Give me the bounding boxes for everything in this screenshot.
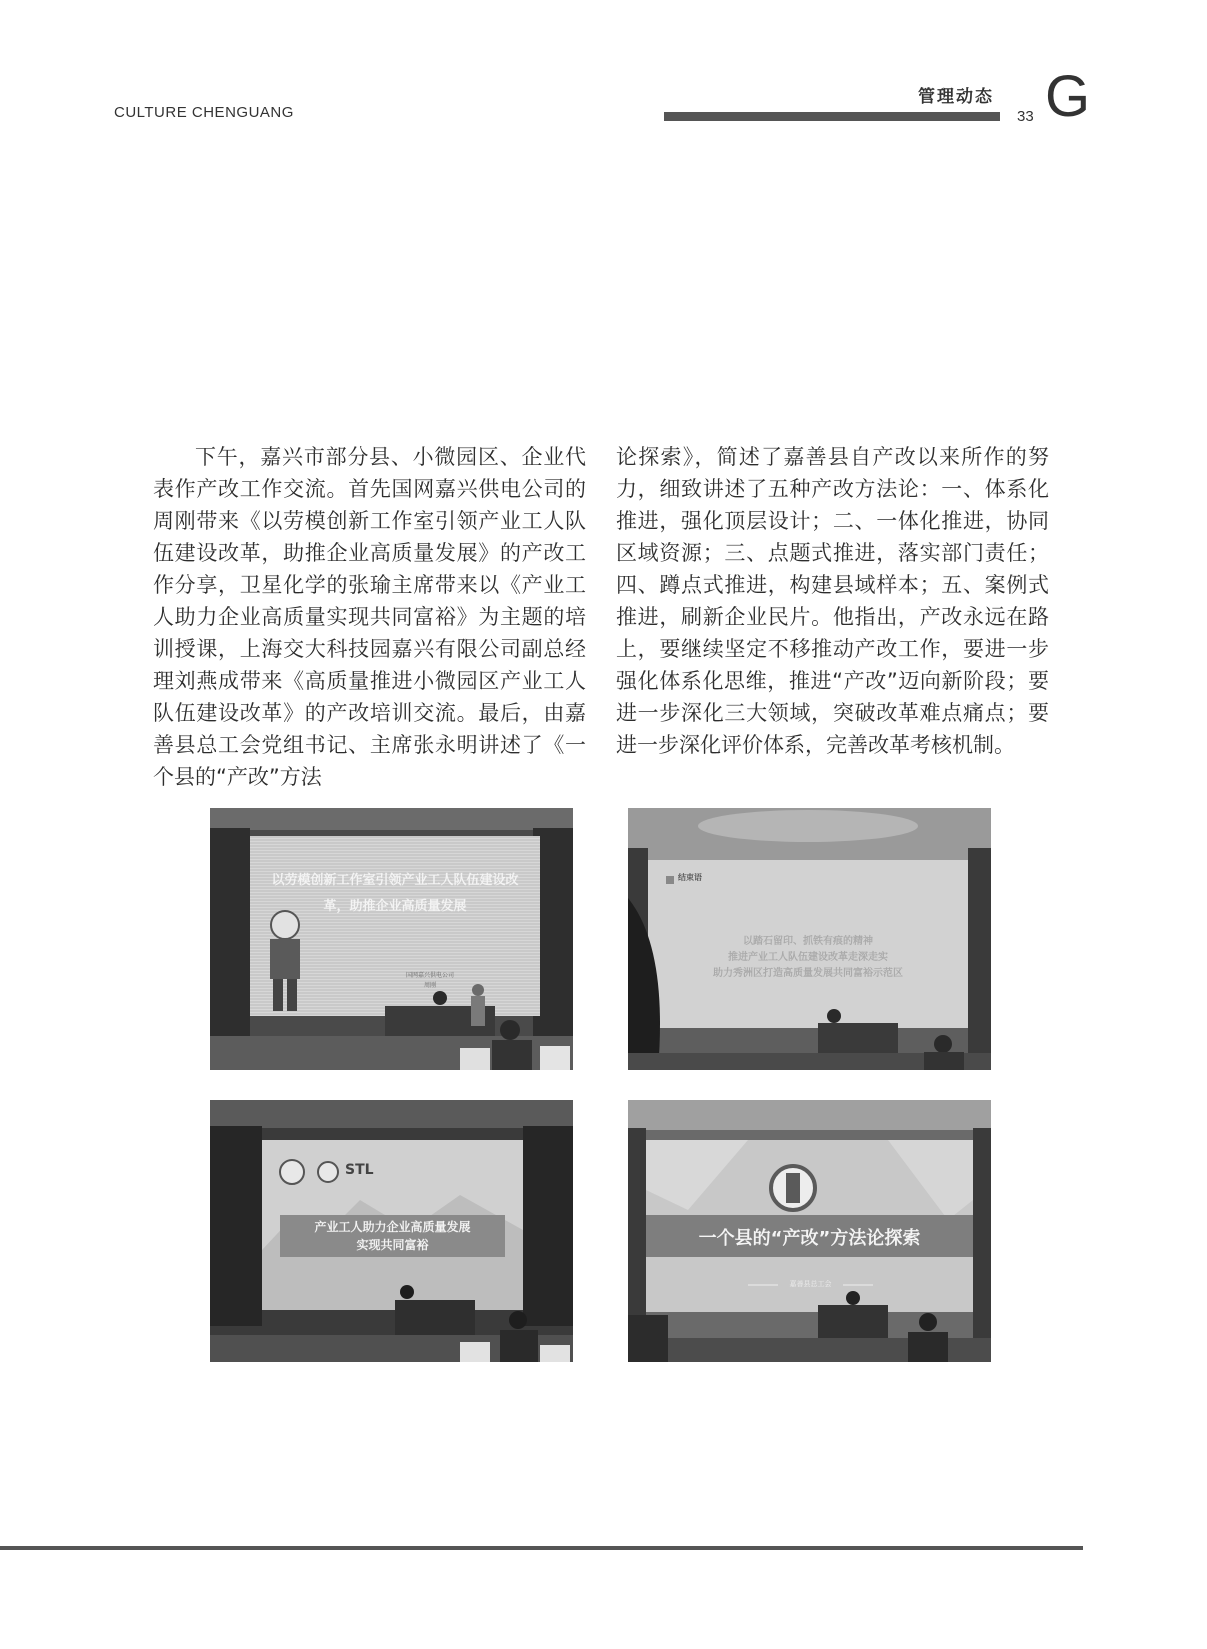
slide-tag: 结束语 — [678, 873, 702, 882]
body-text-left-column: 下午，嘉兴市部分县、小微园区、企业代表作产改工作交流。首先国网嘉兴供电公司的周刚带来《以劳模创新工作室引领产业工人队伍建设改革，助推企业高质量发展》的产改工作分享，卫星化学的张瑜主席带来以《产业工人助力企业高质量实现共同富裕》为主题的培训授课，上海交大科技园嘉兴有限公司副总经理刘燕成带来《高质量推进小微园区产业工人队伍建设改革》的产改培训交流。最后，由嘉善县总工会党组书记、主席张永明讲述了《一个县的“产改”方法 — [153, 445, 586, 789]
slide-org: 嘉善县总工会 — [789, 1280, 832, 1288]
slide-line-1: 以踏石留印、抓铁有痕的精神 — [743, 936, 873, 947]
slide-org: 国网嘉兴供电公司 — [405, 972, 454, 979]
section-letter: G — [1045, 64, 1091, 129]
magazine-name: CULTURE CHENGUANG — [114, 104, 294, 121]
section-title: 管理动态 — [918, 87, 994, 107]
slide-speaker: 周刚 — [423, 982, 436, 989]
header-bar — [664, 112, 1000, 121]
slide-title-line-2: 实现共同富裕 — [356, 1238, 429, 1252]
slide-title: 以劳模创新工作室引领产业工人队伍建设改革，助推企业高质量发展 — [271, 873, 519, 914]
slide-logo-text: STL — [345, 1162, 374, 1178]
slide-title-line-1: 产业工人助力企业高质量发展 — [314, 1220, 471, 1234]
photo-scene — [210, 808, 573, 1070]
page-number: 33 — [1017, 108, 1034, 125]
photo-model-worker-talk — [210, 808, 573, 1070]
slide-line-3: 助力秀洲区打造高质量发展共同富裕示范区 — [713, 968, 903, 979]
body-text-right-column: 论探索》，简述了嘉善县自产改以来所作的努力，细致讲述了五种产改方法论：一、体系化推进，强化顶层设计；二、一体化推进，协同区域资源；三、点题式推进，落实部门责任；四、蹲点式推进，构建县域样本；五、案例式推进，刷新企业民片。他指出，产改永远在路上，要继续坚定不移推动产改工作，要进一步强化体系化思维，推进“产改”迈向新阶段；要进一步深化三大领域，突破改革难点痛点；要进一步深化评价体系，完善改革考核机制。 — [616, 445, 1049, 757]
photo-common-prosperity-training — [210, 1100, 573, 1362]
slide-title: 一个县的“产改”方法论探索 — [698, 1228, 921, 1249]
footer-rule — [0, 1546, 1083, 1550]
slide-line-2: 推进产业工人队伍建设改革走深走实 — [728, 952, 888, 963]
photo-county-methodology — [628, 1100, 991, 1362]
photo-closing-remarks — [628, 808, 991, 1070]
